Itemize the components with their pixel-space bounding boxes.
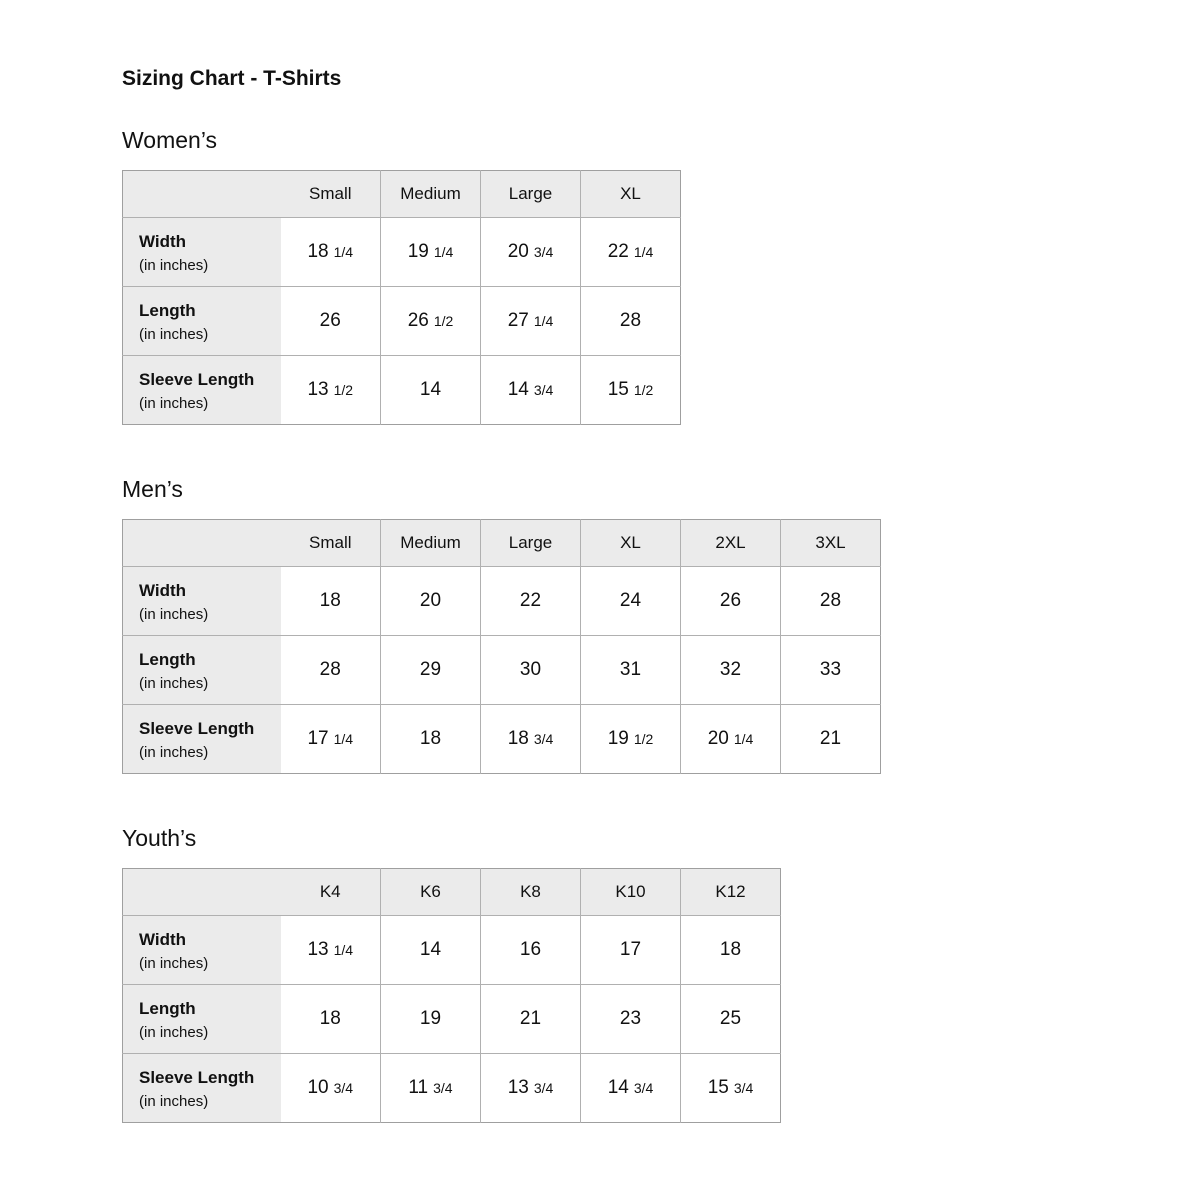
value-fraction: 3/4 <box>333 1080 354 1096</box>
table-row <box>123 218 681 287</box>
value-fraction: 3/4 <box>433 1080 453 1096</box>
column-header: Medium <box>381 171 481 218</box>
value-cell <box>481 567 581 636</box>
table-body <box>123 916 781 1123</box>
value-whole: 33 <box>819 659 842 680</box>
value-cell <box>481 218 581 287</box>
table-row <box>123 567 881 636</box>
row-label-cell <box>123 287 281 356</box>
row-label-cell <box>123 356 281 425</box>
value-whole: 19 <box>607 728 629 749</box>
value-fraction: 1/2 <box>633 382 654 398</box>
value-cell <box>581 636 681 705</box>
value-whole: 20 <box>507 241 529 262</box>
table-row <box>123 1054 781 1123</box>
row-label-cell <box>123 218 281 287</box>
row-label-cell <box>123 985 281 1054</box>
row-label-cell <box>123 1054 281 1123</box>
value-fraction: 1/2 <box>333 382 354 398</box>
table-row <box>123 287 681 356</box>
row-label-sub: (in inches) <box>139 325 209 343</box>
column-header: K10 <box>581 869 681 916</box>
value-fraction: 3/4 <box>533 1080 554 1096</box>
value-cell <box>781 567 881 636</box>
table-corner-cell <box>123 869 281 916</box>
value-whole: 26 <box>407 310 429 331</box>
value-cell <box>581 985 681 1054</box>
row-label-title: Width <box>139 580 187 600</box>
value-whole: 15 <box>607 379 629 400</box>
size-section-mens <box>122 475 1160 774</box>
value-whole: 18 <box>507 728 529 749</box>
table-head <box>123 171 681 218</box>
value-cell <box>781 705 881 774</box>
value-cell <box>381 356 481 425</box>
column-header: XL <box>581 520 681 567</box>
table-corner-cell <box>123 520 281 567</box>
size-section-womens <box>122 126 1160 425</box>
row-label-cell <box>123 705 281 774</box>
value-cell <box>781 636 881 705</box>
value-cell <box>581 1054 681 1123</box>
value-whole: 20 <box>707 728 729 749</box>
column-header: 2XL <box>681 520 781 567</box>
value-whole: 22 <box>519 590 542 611</box>
value-whole: 29 <box>419 659 442 680</box>
value-fraction: 1/4 <box>533 313 554 329</box>
value-cell <box>581 916 681 985</box>
section-heading-youths: Youth’s <box>122 825 197 851</box>
table-head <box>123 869 781 916</box>
value-fraction: 1/2 <box>433 313 454 329</box>
value-whole: 17 <box>619 939 642 960</box>
page-title: Sizing Chart - T-Shirts <box>122 67 342 90</box>
value-whole: 15 <box>707 1077 729 1098</box>
size-table-youths <box>122 868 781 1123</box>
value-cell <box>281 985 381 1054</box>
value-cell <box>581 356 681 425</box>
value-cell <box>481 1054 581 1123</box>
header-row <box>123 869 781 916</box>
value-cell <box>381 1054 481 1123</box>
size-table-womens <box>122 170 681 425</box>
row-label-title: Length <box>139 998 196 1018</box>
table-corner-cell <box>123 171 281 218</box>
value-whole: 28 <box>819 590 842 611</box>
value-whole: 14 <box>419 379 442 400</box>
header-row <box>123 520 881 567</box>
row-label-sub: (in inches) <box>139 954 209 972</box>
column-header: Small <box>281 520 381 567</box>
row-label-title: Sleeve Length <box>139 1067 255 1087</box>
value-cell <box>281 356 381 425</box>
value-cell <box>281 218 381 287</box>
value-whole: 31 <box>619 659 642 680</box>
column-header: K12 <box>681 869 781 916</box>
value-cell <box>381 705 481 774</box>
value-cell <box>481 705 581 774</box>
sizing-sections <box>122 126 1160 1123</box>
value-cell <box>481 287 581 356</box>
value-whole: 11 <box>408 1077 429 1098</box>
value-whole: 13 <box>507 1077 529 1098</box>
row-label-title: Sleeve Length <box>139 718 255 738</box>
section-heading-mens: Men’s <box>122 476 183 502</box>
value-whole: 26 <box>719 590 742 611</box>
value-whole: 22 <box>607 241 629 262</box>
value-fraction: 1/4 <box>333 942 354 958</box>
header-row <box>123 171 681 218</box>
value-whole: 19 <box>407 241 429 262</box>
value-cell <box>581 567 681 636</box>
value-whole: 16 <box>519 939 542 960</box>
value-cell <box>281 1054 381 1123</box>
value-whole: 19 <box>419 1008 442 1029</box>
value-whole: 32 <box>719 659 742 680</box>
value-fraction: 1/4 <box>333 244 354 260</box>
value-cell <box>381 218 481 287</box>
value-fraction: 1/2 <box>633 731 654 747</box>
value-whole: 18 <box>719 939 742 960</box>
table-row <box>123 356 681 425</box>
value-whole: 21 <box>519 1008 542 1029</box>
value-whole: 18 <box>319 1008 341 1029</box>
value-cell <box>481 985 581 1054</box>
row-label-sub: (in inches) <box>139 256 209 274</box>
value-cell <box>381 567 481 636</box>
value-whole: 30 <box>519 659 542 680</box>
value-fraction: 1/4 <box>633 244 654 260</box>
column-header: 3XL <box>781 520 881 567</box>
table-head <box>123 520 881 567</box>
value-fraction: 1/4 <box>733 731 754 747</box>
value-fraction: 1/4 <box>333 731 354 747</box>
value-whole: 14 <box>607 1077 629 1098</box>
value-whole: 13 <box>307 939 329 960</box>
value-cell <box>581 287 681 356</box>
value-cell <box>481 916 581 985</box>
value-whole: 24 <box>619 590 642 611</box>
column-header: K6 <box>381 869 481 916</box>
table-row <box>123 705 881 774</box>
row-label-cell <box>123 916 281 985</box>
row-label-cell <box>123 567 281 636</box>
size-table-mens <box>122 519 881 774</box>
column-header: Medium <box>381 520 481 567</box>
column-header: Small <box>281 171 381 218</box>
value-whole: 21 <box>819 728 842 749</box>
value-cell <box>381 287 481 356</box>
value-whole: 18 <box>419 728 442 749</box>
table-body <box>123 218 681 425</box>
value-cell <box>681 567 781 636</box>
row-label-sub: (in inches) <box>139 1023 209 1041</box>
value-fraction: 3/4 <box>633 1080 654 1096</box>
column-header: XL <box>581 171 681 218</box>
value-cell <box>681 985 781 1054</box>
value-whole: 14 <box>419 939 442 960</box>
value-cell <box>481 356 581 425</box>
value-cell <box>281 287 381 356</box>
value-cell <box>581 218 681 287</box>
value-cell <box>681 1054 781 1123</box>
value-whole: 25 <box>719 1008 742 1029</box>
row-label-title: Sleeve Length <box>139 369 255 389</box>
value-cell <box>381 636 481 705</box>
value-fraction: 3/4 <box>733 1080 754 1096</box>
table-body <box>123 567 881 774</box>
value-whole: 28 <box>319 659 341 680</box>
table-row <box>123 916 781 985</box>
row-label-sub: (in inches) <box>139 605 209 623</box>
value-whole: 10 <box>307 1077 329 1098</box>
value-cell <box>281 705 381 774</box>
value-cell <box>581 705 681 774</box>
value-fraction: 3/4 <box>533 731 554 747</box>
value-fraction: 3/4 <box>533 382 554 398</box>
value-cell <box>281 636 381 705</box>
value-whole: 20 <box>419 590 442 611</box>
row-label-sub: (in inches) <box>139 1092 209 1110</box>
value-cell <box>381 916 481 985</box>
value-whole: 26 <box>319 310 341 331</box>
value-whole: 13 <box>307 379 329 400</box>
table-row <box>123 985 781 1054</box>
value-cell <box>681 636 781 705</box>
row-label-sub: (in inches) <box>139 674 209 692</box>
value-whole: 23 <box>619 1008 642 1029</box>
value-whole: 27 <box>507 310 529 331</box>
value-cell <box>681 705 781 774</box>
value-cell <box>281 567 381 636</box>
value-whole: 28 <box>619 310 642 331</box>
column-header: K8 <box>481 869 581 916</box>
row-label-title: Length <box>139 300 196 320</box>
section-heading-womens: Women’s <box>122 127 218 153</box>
value-whole: 14 <box>507 379 529 400</box>
column-header: K4 <box>281 869 381 916</box>
column-header: Large <box>481 171 581 218</box>
value-cell <box>381 985 481 1054</box>
table-row <box>123 636 881 705</box>
value-whole: 17 <box>307 728 329 749</box>
value-whole: 18 <box>319 590 341 611</box>
row-label-sub: (in inches) <box>139 743 209 761</box>
value-whole: 18 <box>307 241 329 262</box>
row-label-sub: (in inches) <box>139 394 209 412</box>
value-cell <box>481 636 581 705</box>
row-label-title: Length <box>139 649 196 669</box>
row-label-title: Width <box>139 231 187 251</box>
row-label-title: Width <box>139 929 187 949</box>
row-label-cell <box>123 636 281 705</box>
value-fraction: 3/4 <box>533 244 554 260</box>
value-fraction: 1/4 <box>433 244 454 260</box>
column-header: Large <box>481 520 581 567</box>
size-section-youths <box>122 824 1160 1123</box>
value-cell <box>681 916 781 985</box>
value-cell <box>281 916 381 985</box>
